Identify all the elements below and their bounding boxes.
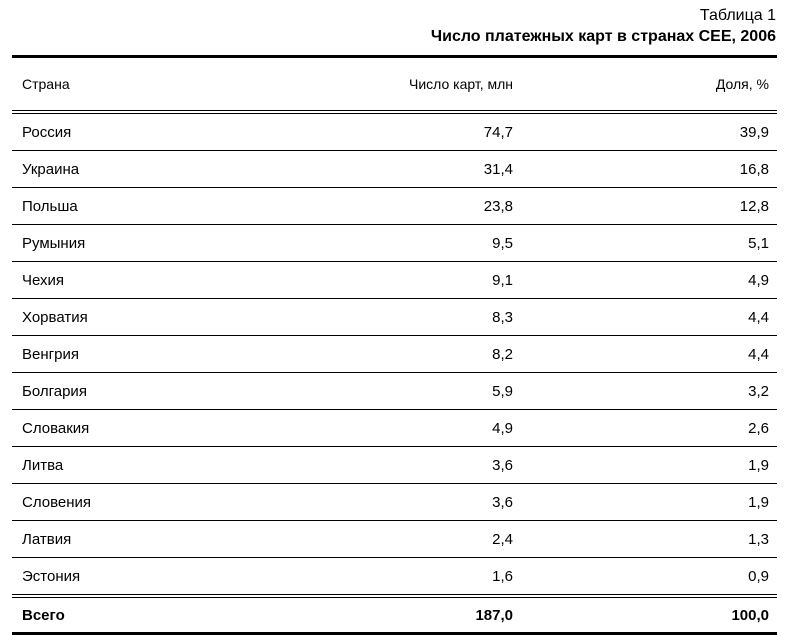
- column-header-share: Доля, %: [715, 76, 769, 92]
- table-total-row: [12, 598, 777, 632]
- cell-country: Словения: [22, 493, 92, 511]
- table-number: Таблица 1: [699, 7, 776, 24]
- table-row: [12, 262, 777, 299]
- cell-share: 1,9: [748, 493, 769, 511]
- cell-share: 1,9: [748, 456, 769, 474]
- cell-cards: 3,6: [492, 456, 513, 474]
- cell-country: Чехия: [22, 271, 65, 289]
- table-row: [12, 521, 777, 558]
- cards-table: [12, 55, 777, 635]
- cell-country: Эстония: [22, 567, 81, 585]
- table-caption: [431, 6, 776, 47]
- column-header-cards: Число карт, млн: [408, 76, 513, 92]
- cell-cards: 2,4: [492, 530, 513, 548]
- cell-cards: 9,5: [492, 234, 513, 252]
- table-row: [12, 299, 777, 336]
- table-row: [12, 151, 777, 188]
- cell-cards: 23,8: [483, 197, 513, 215]
- cell-country: Румыния: [22, 234, 86, 252]
- cell-cards: 8,3: [492, 308, 513, 326]
- cell-cards: 74,7: [483, 123, 513, 141]
- cell-country: Россия: [22, 123, 72, 141]
- cell-country: Венгрия: [22, 345, 79, 363]
- cell-country: Болгария: [22, 382, 87, 400]
- cell-cards: 4,9: [492, 419, 513, 437]
- cell-cards: 31,4: [483, 160, 513, 178]
- cell-cards: 9,1: [492, 271, 513, 289]
- table-row: [12, 558, 777, 594]
- table-row: [12, 410, 777, 447]
- table-row: [12, 336, 777, 373]
- table-header-row: [12, 58, 777, 110]
- table-row: [12, 373, 777, 410]
- cell-share: 39,9: [739, 123, 769, 141]
- total-cards: 187,0: [475, 606, 513, 624]
- cell-cards: 5,9: [492, 382, 513, 400]
- cell-share: 4,9: [748, 271, 769, 289]
- cell-share: 12,8: [739, 197, 769, 215]
- cell-share: 4,4: [748, 345, 769, 363]
- cell-cards: 8,2: [492, 345, 513, 363]
- table-row: [12, 114, 777, 151]
- cell-country: Литва: [22, 456, 64, 474]
- cell-share: 0,9: [748, 567, 769, 585]
- total-share: 100,0: [731, 606, 769, 624]
- cell-country: Хорватия: [22, 308, 88, 326]
- cell-share: 2,6: [748, 419, 769, 437]
- cell-cards: 3,6: [492, 493, 513, 511]
- cell-share: 5,1: [748, 234, 769, 252]
- table-title: Число платежных карт в странах CEE, 2006: [430, 28, 776, 45]
- cell-country: Польша: [22, 197, 78, 215]
- cell-country: Латвия: [22, 530, 72, 548]
- cell-country: Словакия: [22, 419, 90, 437]
- table-row: [12, 225, 777, 262]
- cell-cards: 1,6: [492, 567, 513, 585]
- table-row: [12, 484, 777, 521]
- table-row: [12, 447, 777, 484]
- total-label: Всего: [22, 606, 65, 624]
- cell-share: 1,3: [748, 530, 769, 548]
- cell-share: 4,4: [748, 308, 769, 326]
- cell-share: 3,2: [748, 382, 769, 400]
- column-header-country: Страна: [22, 76, 70, 92]
- cell-share: 16,8: [739, 160, 769, 178]
- cell-country: Украина: [22, 160, 80, 178]
- table-row: [12, 188, 777, 225]
